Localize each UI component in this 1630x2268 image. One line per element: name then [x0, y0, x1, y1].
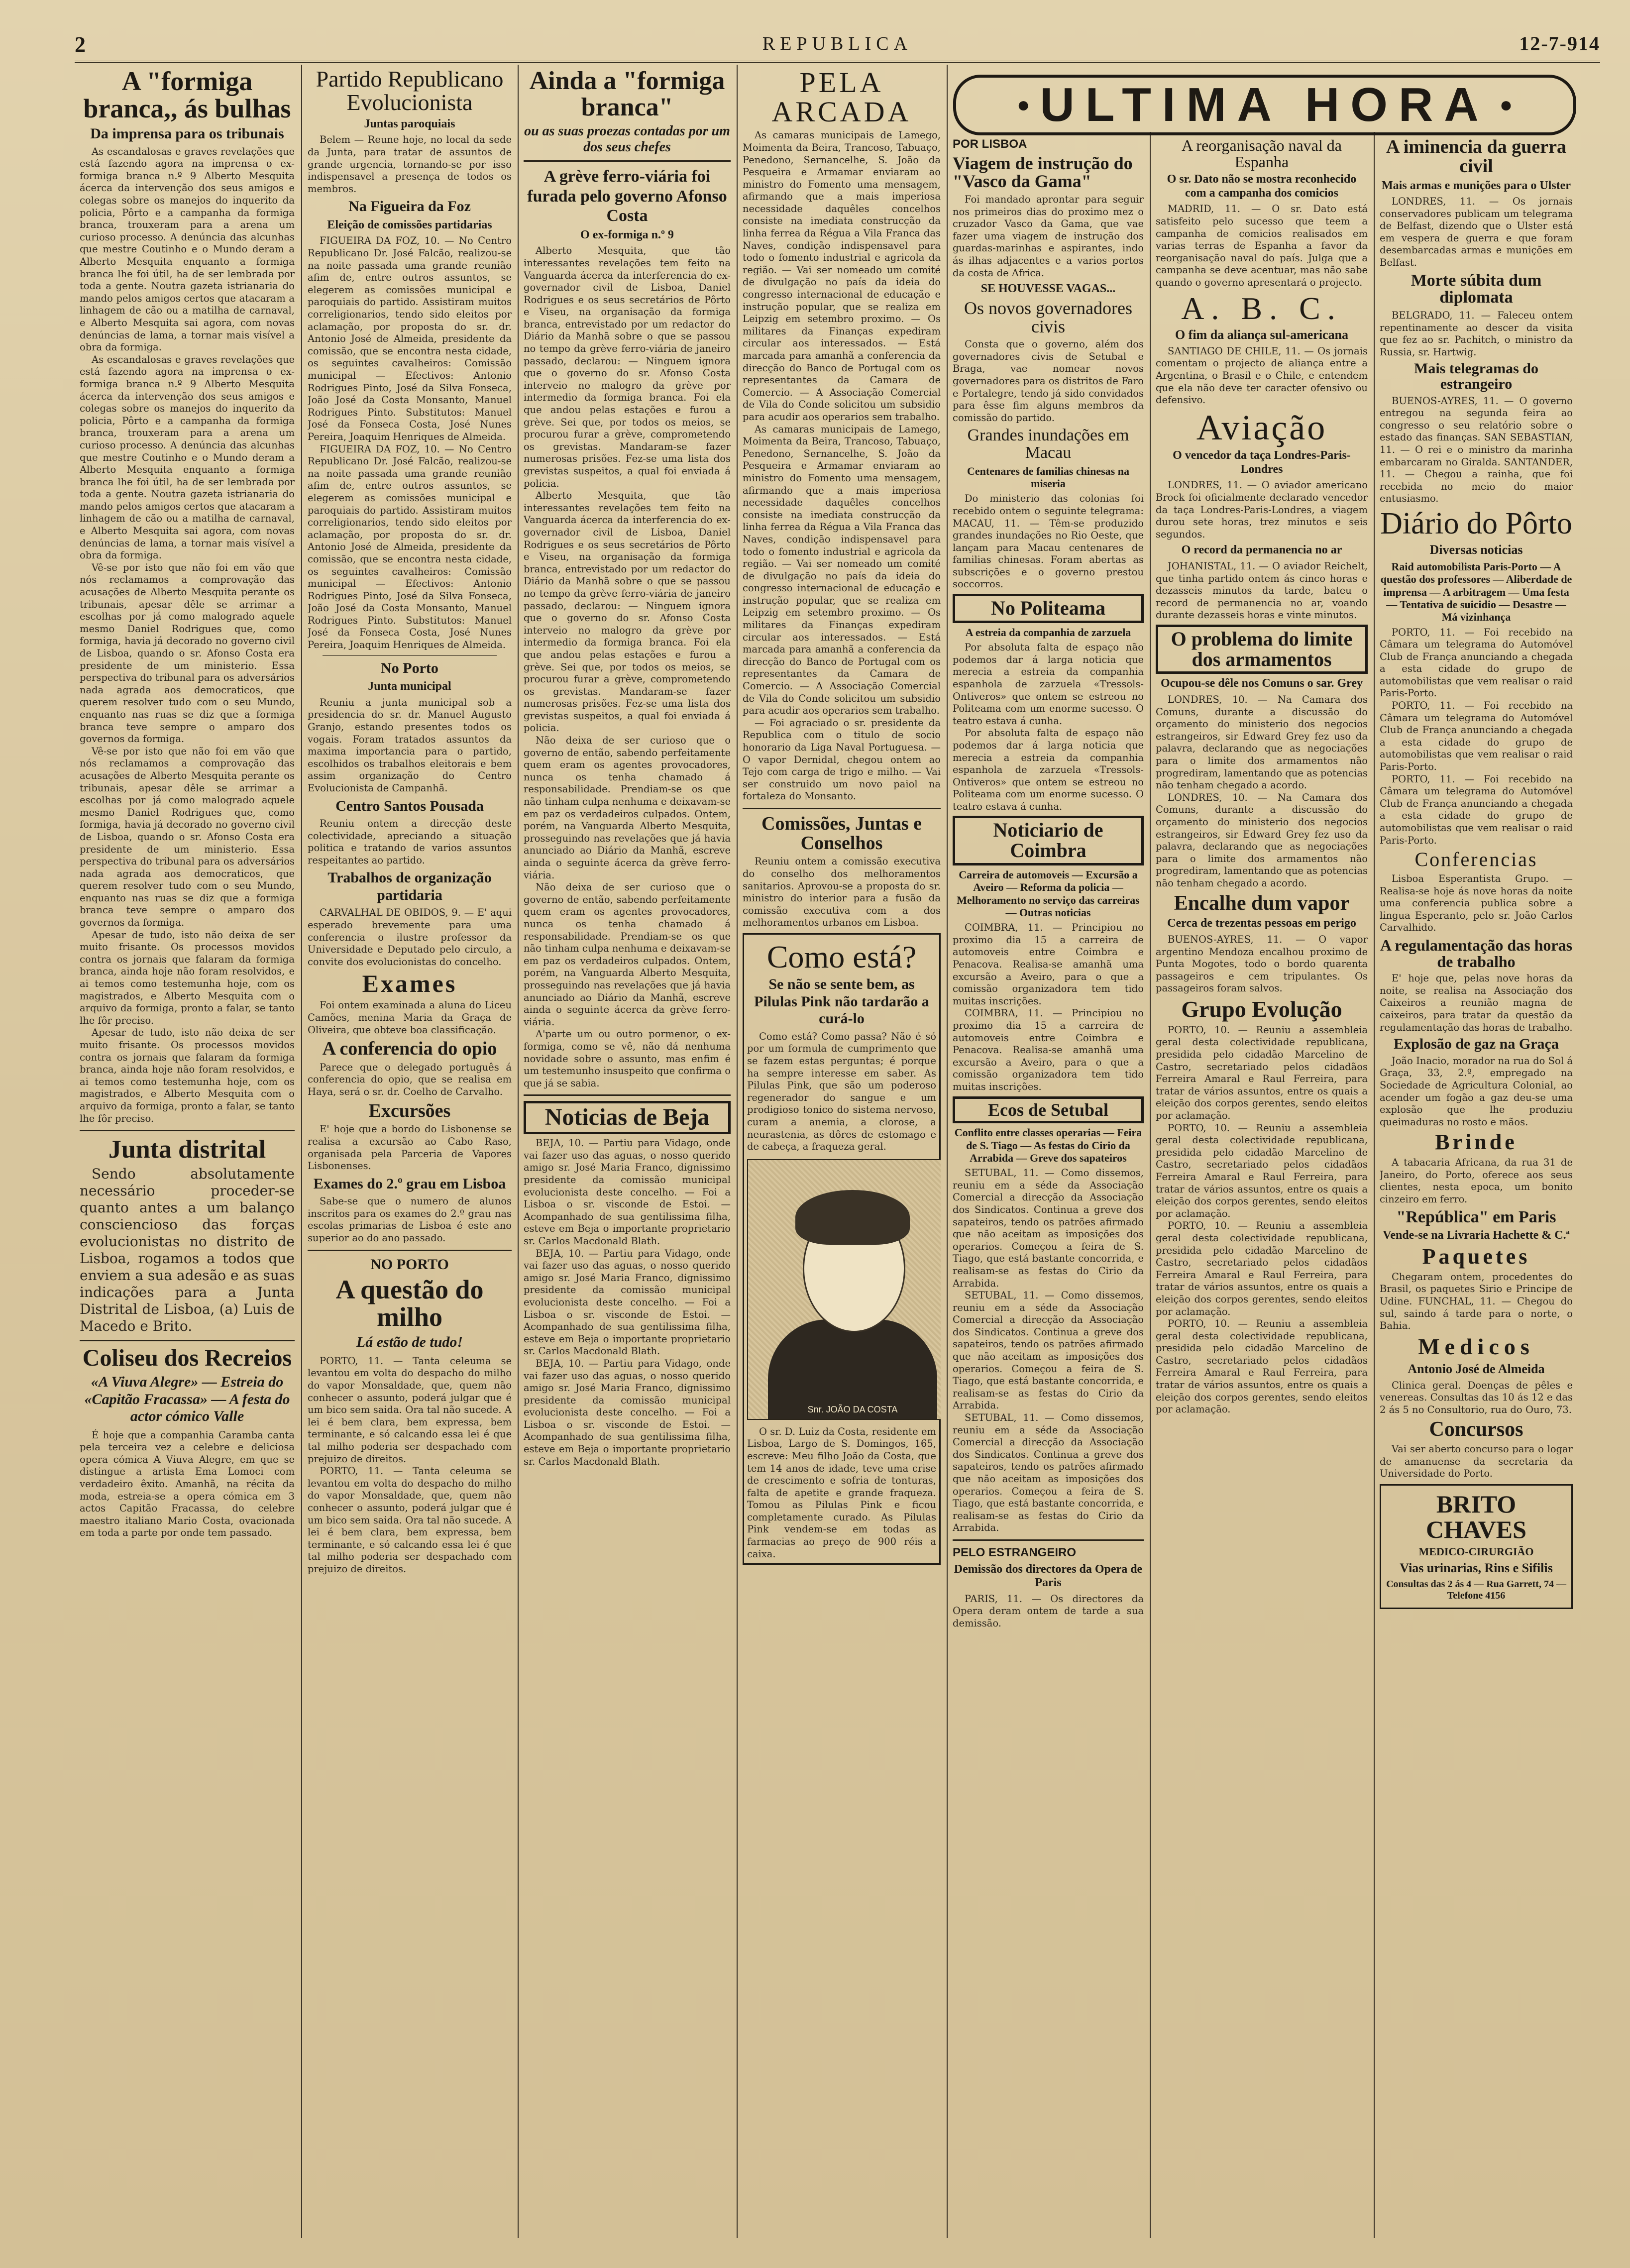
paragraph: BEJA, 10. — Partiu para Vidago, onde vai fazer uso das aguas, o nosso querido amigo sr. José Maria Franco, dignissimo presidente da comissão municipal evolucionista deste concelho. — Foi a Lisboa o sr. visconde de Estoi. — Acompanhado de sua gentilissima filha, esteve em Beja o importante proprietario sr. Carlos Macdonald Blath. — [524, 1247, 731, 1357]
paragraph: Vê-se por isto que não foi em vão que nós reclamamos a comprovação das acusações de Alberto Mesquita perante os tribunais, apesar dêle se arrimar a escolhas por já como malogrado aquele mesmo Daniel Rodrigues que, como formiga, havia já decorado no governo civil de Lisboa, quando o sr. Afonso Costa era presidente de um ministerio. Essa perspectiva do tribunal para os adversários nada agrada aos democraticos, que querem resolver tudo com o seu Mundo, enquanto nas ruas se diz que a formiga branca teve sempre o amparo dos governos da formiga. — [80, 745, 295, 929]
column-6 — [1156, 134, 1368, 2240]
headline-governadores: Os novos governadores civis — [964, 298, 1132, 336]
dek-guerra: Mais armas e munições para o Ulster — [1382, 179, 1571, 192]
article-body — [1156, 345, 1368, 407]
paragraph: Alberto Mesquita, que tão interessantes revelações tem feito na Vanguarda ácerca da interferencia do ex-governador civil de Lisboa, Daniel Rodrigues e os seus secretários de Pôrto e Viseu, na organisação da formiga branca, entrevistado por um redactor do Diário da Manhã sobre o que se passou no tempo da grève ferro-viária de janeiro passado, declarou: — Ninguem ignora que o governo do sr. Afonso Costa interveio no malogro da grève por intermedio da formiga branca. Foi ela que andou pelas estações e furou a grève. Sei que, por todos os meios, se procurou furar a grève, comprometendo os grevistas. Mandaram-se fazer numerosas prisões. Fez-se uma lista dos grevistas suspeitos, a qual foi enviada á policia. — [524, 490, 731, 734]
headline-vapor: Encalhe dum vapor — [1174, 891, 1350, 915]
paragraph: LONDRES, 10. — Na Camara dos Comuns, durante a discussão do orçamento do ministerio dos negocios estrangeiros, sir Edward Grey fez uso da palavra, declarando que as negociações para o limite dos armamentos não progrediram, lamentando que as potencias não tenham chegado a acordo. — [1156, 694, 1368, 791]
dek-diario-porto: Diversas noticias — [1429, 542, 1523, 557]
paragraph: A'parte um ou outro pormenor, o ex-formiga, como se vê, não dá nenhuma novidade sobre o assunto, mas enfim é um testemunho insuspeito que confirma o que já se sabia. — [524, 1028, 731, 1089]
article-body — [1380, 972, 1573, 1034]
subhead-greve: A grève ferro-viária foi furada pelo governo Afonso Costa — [527, 167, 727, 225]
subhead-pousada: Centro Santos Pousada — [335, 797, 484, 814]
dek-milho: Lá estão de tudo! — [356, 1334, 463, 1351]
banner-dot: ● — [1016, 93, 1030, 117]
article-body — [80, 1429, 295, 1539]
paragraph: PORTO, 11. — Foi recebido na Câmara um telegrama do Automóvel Club de França anunciando a chegada a esta cidade do grupo de automobilistas que vem realisar o raid Paris-Porto. — [1380, 700, 1573, 773]
paragraph: Por absoluta falta de espaço não podemos dar á larga noticia que merecia a estreia da companhia espanhola de zarzuela «Tressols-Ontiveros» que ontem se estreou no Politeama com um enorme sucesso. O teatro estava á cunha. — [953, 727, 1144, 812]
article-body — [953, 194, 1144, 279]
divider — [323, 655, 497, 656]
paragraph: Sabe-se que o numero de alunos inscritos para os exames do 2.º grau nas escolas primarias de Lisboa é este ano superior ao do ano passado. — [308, 1195, 512, 1244]
headline-opio: A conferencia do opio — [322, 1038, 497, 1060]
running-head — [75, 30, 1600, 63]
headline-macau: Grandes inundações em Macau — [967, 426, 1129, 462]
paragraph: Reuniu ontem a direcção deste colectividade, apreciando a situação politica e tratando de varios assuntos respeitantes ao partido. — [308, 818, 512, 866]
headline-junta-distrital: Junta distrital — [108, 1135, 266, 1164]
paragraph: Apesar de tudo, isto não deixa de ser muito frisante. Os processos movidos contra os jornais que falaram da formiga branca, ainda hoje não foram resolvidos, e ai temos como testemunha hoje, com os magistrados, e Alberto Mesquita com o arquivo da formiga, pronto a falar, se tanto lhe fôr preciso. — [80, 929, 295, 1026]
pilulas-pink-ad — [743, 933, 941, 1565]
article-body — [1380, 873, 1573, 934]
column-5 — [953, 134, 1144, 2240]
headline-coliseu: Coliseu dos Recreios — [82, 1345, 292, 1372]
subhead-exames2: Exames do 2.º grau em Lisboa — [313, 1175, 506, 1192]
article-body — [80, 1166, 295, 1335]
paragraph: E' hoje que a bordo do Lisbonense se realisa a excursão ao Cabo Raso, organisada pela Parceria de Vapores Lisbonenses. — [308, 1123, 512, 1172]
ad-address: Consultas das 2 ás 4 — Rua Garrett, 74 — Telefone 4156 — [1386, 1579, 1566, 1602]
headline-beja: Noticias de Beja — [524, 1101, 731, 1134]
article-body — [1156, 934, 1368, 995]
dek-vapor: Cerca de trezentas pessoas em perigo — [1167, 917, 1356, 930]
headline-telegramas: Mais telegramas do estrangeiro — [1414, 360, 1538, 392]
article-body — [953, 338, 1144, 424]
column-rule — [737, 65, 738, 2238]
paragraph: LONDRES, 11. — O aviador americano Brock foi oficialmente declarado vencedor da taça Londres-Paris-Londres, a viagem durou sete horas, trez minutos e seis segundos. — [1156, 479, 1368, 540]
article-body — [1156, 203, 1368, 289]
headline-partido: Partido Republicano Evolucionista — [316, 66, 504, 115]
paragraph: LONDRES, 10. — Na Camara dos Comuns, durante a discussão do orçamento do ministerio dos negocios estrangeiros, sir Edward Grey fez uso da palavra, declarando que as negociações para o limite dos armamentos não progrediram, lamentando que as potencias não tenham chegado a acordo. — [1156, 791, 1368, 889]
article-body — [953, 642, 1144, 813]
paragraph: Não deixa de ser curioso que o governo de então, sabendo perfeitamente quem eram os agentes provocadores, nunca os tenha chamado á responsabilidade. Prendiam-se os que não tinham culpa nenhuma e deixavam-se em paz os verdadeiros culpados. Ontem, porém, na Vanguarda Alberto Mesquita, prosseguindo nas revelações que já havia anunciado ao Diário da Manhã, escreve ainda o seguinte ácerca da grève ferro-viária. — [524, 881, 731, 1028]
headline-guerra-civil: A iminencia da guerra civil — [1386, 136, 1567, 177]
headline-diario-porto: Diário do Pôrto — [1380, 506, 1572, 540]
paragraph: Como está? Como passa? Não é só por um formula de cumprimento que se fazem estas perguntas; é porque ha sempre interesse em saber. As Pilulas Pink, que são um poderoso regenerador do sangue e um prodigioso tonico do sistema nervoso, curam a anemia, a clorose, a neurastenia, as dôres de estomago e de cabeça, a fraqueza geral. — [747, 1030, 936, 1153]
paragraph: PORTO, 10. — Reuniu a assembleia geral desta colectividade republicana, presidida pelo cidadão Marcelino de Castro, secretariado pelos cidadãos Ferreira Amaral e Raul Ferreira, para tratar de vários assuntos, entre os quais a eleição dos corpos gerentes, sendo eleitos por aclamação. — [1156, 1220, 1368, 1317]
divider — [743, 808, 941, 809]
subhead-tribunais: Da imprensa para os tribunais — [90, 125, 284, 142]
paragraph: As escandalosas e graves revelações que está fazendo agora na imprensa o ex-formiga branca n.º 9 Alberto Mesquita ácerca da intervenção dos seus amigos e colegas sobre os manejos do inquerito da policia, Pôrto e a campanha da formiga branca, trouxeram para a arena um curioso processo. A denúncia das alcunhas que mestre Coutinho e o Mundo deram a Alberto Mesquita enquanto a formiga branca lhe foi útil, ha de ser lembrada por toda a gente. Noutra gazeta istrianaria do mando pelos amigos certos que atacaram a linhagem de cão ou a matilha de carnaval, e Alberto Mesquita sai agora, com novas denúncias de lama, a tornar mais visível a obra da formiga. — [80, 353, 295, 561]
divider — [524, 160, 731, 162]
paragraph: Consta que o governo, além dos governadores civis de Setubal e Braga, vae nomear novos governadores para os distritos de Faro e Portalegre, tendo já sido convidados para êsse fim alguns membros da comissão do partido. — [953, 338, 1144, 424]
paragraph: BUENOS-AYRES, 11. — O vapor argentino Mendoza encalhou proximo de Punta Mogotes, todo o bordo quarenta passageiros e cem tripulantes. Os passageiros foram salvos. — [1156, 933, 1368, 994]
paragraph: Foi mandado aprontar para seguir nos primeiros dias do proximo mez o cruzador Vasco da Gama, que vae fazer uma viagem de instrução dos guardas-marinhas e aspirantes, indo ás ilhas adjacentes e a varios portos da costa de Africa. — [953, 194, 1144, 279]
column-rule — [947, 65, 948, 2238]
paragraph: PORTO, 10. — Reuniu a assembleia geral desta colectividade republicana, presidida pelo cidadão Marcelino de Castro, secretariado pelos cidadãos Ferreira Amaral e Raul Ferreira, para tratar de vários assuntos, entre os quais a eleição dos corpos gerentes, sendo eleitos por aclamação. — [1156, 1024, 1368, 1122]
paragraph: Alberto Mesquita, que tão interessantes revelações tem feito na Vanguarda ácerca da interferencia do ex-governador civil de Lisboa, Daniel Rodrigues e os seus secretários de Pôrto e Viseu, na organisação da formiga branca, entrevistado por um redactor do Diário da Manhã sobre o que se passou no tempo da grève ferro-viária de janeiro passado, declarou: — Ninguem ignora que o governo do sr. Afonso Costa interveio no malogro da grève por intermedio da formiga branca. Foi ela que andou pelas estações e furou a grève. Sei que, por todos os meios, se procurou furar a grève, comprometendo os grevistas. Mandaram-se fazer numerosas prisões. Fez-se uma lista dos grevistas suspeitos, a qual foi enviada á policia. — [524, 245, 731, 489]
column-1 — [80, 65, 295, 2240]
headline-milho: A questão do milho — [335, 1275, 484, 1332]
ad-body — [747, 1031, 936, 1153]
paragraph: PORTO, 11. — Tanta celeuma se levantou em volta do despacho do milho do vapor Monsaldade, que, quem não conhecer o assunto, poderá julgar que é um bico sem saida. Ora tal não sucede. A lei é bem clara, bem expressa, bem terminante, e só calcando essa lei é que tal milho poderia ser despachado com prejuizo de direitos. — [308, 1465, 512, 1575]
paragraph: PORTO, 11. — Tanta celeuma se levantou em volta do despacho do milho do vapor Monsaldade, que, quem não conhecer o assunto, poderá julgar que é um bico sem saida. Ora tal não sucede. A lei é bem clara, bem expressa, bem terminante, e só calcando essa lei é que tal milho poderia ser despachado com prejuizo de direitos. — [308, 1355, 512, 1465]
paragraph: É hoje que a companhia Caramba canta pela terceira vez a celebre e deliciosa opera cómica A Viuva Alegre, em que se distingue a artista Ema Lomoci com verdadeiro êxito. Amanhã, na récita da moda, estreia-se a opera cómica em 3 actos Capitão Fracassa, do celebre maestro italiano Mario Costa, ovacionada em toda a parte por onde tem passado. — [80, 1429, 295, 1539]
column-rule — [301, 65, 302, 2238]
paragraph: FIGUEIRA DA FOZ, 10. — No Centro Republicano Dr. José Falcão, realizou-se na noite passada uma grande reunião afim de, entre outros assuntos, se elegerem as comissões municipal e paroquiais do partido. Assistiram muitos correligionarios, tendo sido eleitos por aclamação, por proposta do sr. dr. Antonio José de Almeida, presidente da comissão, que se encontra nesta cidade, os seguintes cavalheiros: Comissão municipal — Efectivos: Antonio Rodrigues Pinto, José da Silva Fonseca, João José da Costa Monsanto, Manuel Rodrigues Pinto. Substitutos: Manuel José da Fonseca Costa, José Nunes Pereira, Joaquim Henriques de Almeida. — [308, 235, 512, 442]
article-body — [1380, 395, 1573, 505]
article-body — [953, 922, 1144, 1093]
article-body — [308, 818, 512, 866]
headline-comissoes: Comissões, Juntas e Conselhos — [761, 813, 922, 854]
paragraph: As camaras municipais de Lamego, Moimenta da Beira, Trancoso, Tabuaço, Penedono, Sernancelhe, S. João da Pesqueira e Armamar enviaram ao ministro do Fomento uma mensagem, afirmando que a mais imperiosa necessidade daquêles concelhos consiste na imediata construcção da linha ferrea da Régua a Vila Franca das Naves, condição indispensavel para todo o fomento industrial e agricola da região. — Vai ser nomeado um comité de divulgação no país da ideia do congresso internacional de educação e instrução popular, que se realiza em Leipzig em setembro proximo. — Os militares da Finanças expediram circular aos interessados. — Está marcada para amanhã a conferencia da direcção do Banco de Portugal com os representantes da Camara de Comercio. — A Associação Comercial de Vila do Conde solicitou um subsidio para acudir aos operarios sem trabalho. — [743, 423, 941, 717]
article-body — [1380, 1380, 1573, 1416]
paragraph: PORTO, 10. — Reuniu a assembleia geral desta colectividade republicana, presidida pelo cidadão Marcelino de Castro, secretariado pelos cidadãos Ferreira Amaral e Raul Ferreira, para tratar de vários assuntos, entre os quais a eleição dos corpos gerentes, sendo eleitos por aclamação. — [1156, 1318, 1368, 1415]
column-3 — [524, 65, 731, 2240]
article-body — [308, 1062, 512, 1098]
article-body — [1380, 310, 1573, 358]
paragraph: BUENOS-AYRES, 11. — O governo entregou na segunda feira ao congresso o seu relatório sobre o estado das finanças. SAN SEBASTIAN, 11. — O rei e o ministro da marinha embarcaram no Giralda. SANTANDER, 11. — Chegou a rainha, que foi recebida no meio do maior entusiasmo. — [1380, 395, 1573, 505]
column-7 — [1380, 134, 1573, 2240]
banner-title: ULTIMA HORA — [1040, 78, 1490, 131]
dek-republica-paris: Vende-se na Livraria Hachette & C.ª — [1383, 1229, 1570, 1242]
article-body — [1156, 560, 1368, 622]
banner-dot: ● — [1499, 93, 1513, 117]
paragraph: Chegaram ontem, procedentes do Brasil, os paquetes Sirio e Principe de Udine. FUNCHAL, 11. — Chegou do sul, saindo á tarde para o norte, o Bahia. — [1380, 1271, 1573, 1332]
headline-politeama: No Politeama — [953, 594, 1144, 623]
paragraph: As escandalosas e graves revelações que está fazendo agora na imprensa o ex-formiga branca n.º 9 Alberto Mesquita ácerca da intervenção dos seus amigos e colegas sobre os manejos do inquerito da policia, Pôrto e a campanha da formiga branca, trouxeram para a arena um curioso processo. A denúncia das alcunhas que mestre Coutinho e o Mundo deram a Alberto Mesquita enquanto a formiga branca lhe foi útil, ha de ser lembrada por toda a gente. Noutra gazeta istrianaria do mando pelos amigos certos que atacaram a linhagem de cão ou a matilha de carnaval, e Alberto Mesquita sai agora, com novas denúncias de lama, a tornar mais visível a obra da formiga. — [80, 145, 295, 353]
column-4 — [743, 65, 941, 2240]
headline-formiga: A "formiga branca,, ás bulhas — [83, 66, 291, 124]
paragraph: LONDRES, 11. — Os jornais conservadores publicam um telegrama de Belfast, dizendo que o Ulster está em vespera de guerra e que foram desembarcadas armas e munições em Belfast. — [1380, 196, 1573, 269]
paragraph: O sr. D. Luiz da Costa, residente em Lisboa, Largo de S. Domingos, 165, escreve: Meu filho João da Costa, que tem 14 anos de idade, teve uma crise de crescimento e sofria de tonturas, falta de apetite e grande fraqueza. Tomou as Pilulas Pink e ficou completamente curado. As Pilulas Pink vendem-se em todas as farmacias ao preço de 900 réis a caixa. — [747, 1425, 936, 1560]
article-body — [1380, 1443, 1573, 1480]
paragraph: SETUBAL, 11. — Como dissemos, reuniu em a séde da Associação Comercial a direcção da Associação dos Sindicatos. Continua a greve dos sapateiros, tendo os patrões afirmado que não aceitam as imposições dos operarios. Começou a feira de S. Tiago, que está bastante concorrida, e realisam-se as festas do Cirio da Arrabida. — [953, 1290, 1144, 1411]
article-body — [308, 134, 512, 195]
portrait-engraving — [747, 1159, 941, 1420]
headline-brinde: Brinde — [1435, 1130, 1518, 1155]
ad-specialty: Vias urinarias, Rins e Sifilis — [1400, 1561, 1553, 1576]
paragraph: Clinica geral. Doenças de pêles e venereas. Consultas das 10 ás 12 e das 2 ás 5 no Consultorio, rua do Ouro, 73. — [1380, 1379, 1573, 1415]
subhead-record: O record da permanencia no ar — [1181, 543, 1342, 557]
paragraph: Reuniu ontem a comissão executiva do conselho dos melhoramentos sanitarios. Aprovou-se a proposta do sr. ministro do interior para a fusão da comissão executiva com a dos melhoramentos urbanos em Lisboa. — [743, 856, 941, 929]
subhead-diario-porto: Raid automobilista Paris-Porto — A questão dos professores — Aliberdade de imprensa — A arbitragem — Uma festa — Tentativa de suicidio — Desastre — Má vizinhança — [1380, 560, 1572, 624]
column-rule — [518, 65, 519, 2238]
paragraph: Apesar de tudo, isto não deixa de ser muito frisante. Os processos movidos contra os jornais que falaram da formiga branca, ainda hoje não foram resolvidos, e ai temos como testemunha hoje, com os magistrados, e Alberto Mesquita com o arquivo da formiga, pronto a falar, se tanto lhe fôr preciso. — [80, 1027, 295, 1124]
article-body — [1380, 627, 1573, 847]
paragraph: Por absoluta falta de espaço não podemos dar á larga noticia que merecia a estreia da companhia espanhola de zarzuela «Tressols-Ontiveros» que ontem se estreou no Politeama com um enorme sucesso. O teatro estava á cunha. — [953, 642, 1144, 727]
ad-headline: Como está? — [766, 939, 917, 975]
paragraph: Lisboa Esperantista Grupo. — Realisa-se hoje ás nove horas da noite uma conferencia publica sobre a lingua Esperanto, pelo sr. João Carlos Carvalhido. — [1380, 873, 1573, 934]
paragraph: As camaras municipais de Lamego, Moimenta da Beira, Trancoso, Tabuaço, Penedono, Sernancelhe, S. João da Pesqueira e Armamar enviaram ao ministro do Fomento uma mensagem, afirmando que a mais imperiosa necessidade daquêles concelhos consiste na imediata construcção da linha ferrea da Régua a Vila Franca das Naves, condição indispensavel para todo o fomento industrial e agricola da região. — Vai ser nomeado um comité de divulgação no país da ideia do congresso internacional de educação e instrução popular, que se realiza em Leipzig em setembro proximo. — Os militares da Finanças expediram circular aos interessados. — Está marcada para amanhã a conferencia da direcção do Banco de Portugal com os representantes da Camara de Comercio. — A Associação Comercial de Vila do Conde solicitou um subsidio para acudir aos operarios sem trabalho. — [743, 129, 941, 423]
article-body — [308, 235, 512, 651]
subhead-abc: O fim da aliança sul-americana — [1175, 327, 1349, 342]
divider — [80, 1340, 295, 1341]
column-rule — [1374, 132, 1375, 2238]
paragraph: BEJA, 10. — Partiu para Vidago, onde vai fazer uso das aguas, o nosso querido amigo sr. José Maria Franco, dignissimo presidente da comissão municipal evolucionista deste concelho. — Foi a Lisboa o sr. visconde de Estoi. — Acompanhado de sua gentilissima filha, esteve em Beja o importante proprietario sr. Carlos Macdonald Blath. — [524, 1357, 731, 1467]
ad-name: BRITO CHAVES — [1426, 1490, 1526, 1543]
headline-grupo-evolucao: Grupo Evolução — [1181, 996, 1342, 1022]
headline-armamentos: O problema do limite dos armamentos — [1156, 625, 1368, 674]
column-2 — [308, 65, 512, 2240]
paragraph: BELGRADO, 11. — Faleceu ontem repentinamente ao descer da visita que fez ao sr. Pachitch, o ministro da Russia, sr. Hartwig. — [1380, 310, 1573, 358]
article-body — [1380, 1271, 1573, 1332]
headline-horas-trabalho: A regulamentação das horas de trabalho — [1380, 936, 1573, 971]
article-body — [1156, 1024, 1368, 1416]
article-body — [524, 245, 731, 1089]
ad-body — [747, 1426, 936, 1561]
paragraph: João Inacio, morador na rua do Sol á Graça, 33, 2.º, empregado na Sociedade de Agricultura Colonial, ao acender um fogão a gaz deu-se uma explosão que lhe produziu queimaduras no rosto e mãos. — [1380, 1055, 1573, 1128]
headline-ainda-formiga: Ainda a "formiga branca" — [529, 67, 725, 122]
divider — [80, 1130, 295, 1131]
headline-vasco-gama: Viagem de instrução do "Vasco da Gama" — [953, 153, 1133, 192]
headline-exames: Exames — [362, 970, 457, 998]
paper-name: REPUBLICA — [762, 33, 913, 54]
paragraph: SETUBAL, 11. — Como dissemos, reuniu em a séde da Associação Comercial a direcção da Associação dos Sindicatos. Continua a greve dos sapateiros, tendo os patrões afirmado que não aceitam as imposições dos operarios. Começou a feira de S. Tiago, que está bastante concorrida, e realisam-se as festas do Cirio da Arrabida. — [953, 1167, 1144, 1289]
paragraph: Do ministerio das colonias foi recebido ontem o seguinte telegrama: MACAU, 11. — Têm-se produzido grandes inundações no Rio Oeste, que lançam para Macau centenares de familias chinesas. Foram abertas as subscrições e o governo prestou soccorros. — [953, 493, 1144, 590]
paragraph: CARVALHAL DE OBIDOS, 9. — E' aqui esperado brevemente para uma conferencia o ilustre professor da Universidade e Deputado pelo circulo, a convite dos evolucionistas do concelho. — [308, 907, 512, 968]
subhead-obidos: Trabalhos de organização partidaria — [327, 869, 492, 903]
divider — [524, 1094, 731, 1096]
divider — [308, 1250, 512, 1251]
paragraph: BEJA, 10. — Partiu para Vidago, onde vai fazer uso das aguas, o nosso querido amigo sr. José Maria Franco, dignissimo presidente da comissão municipal evolucionista deste concelho. — Foi a Lisboa o sr. visconde de Estoi. — Acompanhado de sua gentilissima filha, esteve em Beja o importante proprietario sr. Carlos Macdonald Blath. — [524, 1137, 731, 1247]
headline-setubal: Ecos de Setubal — [953, 1096, 1144, 1124]
paragraph: Não deixa de ser curioso que o governo de então, sabendo perfeitamente quem eram os agentes provocadores, nunca os tenha chamado á responsabilidade. Prendiam-se os que não tinham culpa nenhuma e deixavam-se em paz os verdadeiros culpados. Ontem, porém, na Vanguarda Alberto Mesquita, prosseguindo nas revelações que já havia anunciado ao Diário da Manhã, escreve ainda o seguinte ácerca da grève ferro-viária. — [524, 735, 731, 881]
headline-paquetes: Paquetes — [1422, 1244, 1530, 1269]
article-body — [1380, 1055, 1573, 1129]
article-body — [953, 1593, 1144, 1630]
paragraph: — Foi agraciado o sr. presidente da Republica com o titulo de socio honorario da Liga Naval Portuguesa. — O vapor Dernidal, chegou ontem ao Tejo com carga de trigo e milho. — Vai ser construido um novo paiol na fortaleza do Monsanto. — [743, 717, 941, 802]
section-lisboa: POR LISBOA — [953, 137, 1027, 151]
paragraph: A tabacaria Africana, da rua 31 de Janeiro, do Porto, oferece aos seus clientes, nesta epoca, um bonito cinzeiro em ferro. — [1380, 1157, 1573, 1205]
byline: O ex-formiga n.º 9 — [580, 228, 674, 241]
paragraph: E' hoje que, pelas nove horas da noite, se realisa na Associação dos Caixeiros a reunião magna de caixeiros, para tratar da questão da regulamentação das horas de trabalho. — [1380, 972, 1573, 1033]
paragraph: MADRID, 11. — O sr. Dato está satisfeito pelo sucesso que teem a campanha de comicios realisados em varias terras de Espanha a favor da reorganisação naval do país. Julga que a campanha se deve acentuar, mas não sabe quando o governo apresentará o projecto. — [1156, 203, 1368, 288]
paragraph: Vê-se por isto que não foi em vão que nós reclamamos a comprovação das acusações de Alberto Mesquita perante os tribunais, apesar dêle se arrimar a escolhas por já como malogrado aquele mesmo Daniel Rodrigues que, como formiga, havia já decorado no governo civil de Lisboa, quando o sr. Afonso Costa era presidente de um ministerio. Essa perspectiva do tribunal para os adversários nada agrada aos democraticos, que querem resolver tudo com o seu Mundo, enquanto nas ruas se diz que a formiga branca teve sempre o amparo dos governos da formiga. — [80, 561, 295, 745]
dek-armamentos: Ocupou-se dêle nos Comuns o sar. Grey — [1160, 677, 1363, 690]
column-rule — [1150, 132, 1151, 2238]
article-body — [308, 1355, 512, 1576]
paragraph: Parece que o delegado português á conferencia do opio, que se realisa em Haya, será o sr. dr. Coelho de Carvalho. — [308, 1061, 512, 1098]
paragraph: COIMBRA, 11. — Principiou no proximo dia 15 a carreira de automoveis entre Coimbra e Penacova. Realisa-se amanhã uma excursão a Aveiro, para o que a comissão organizadora tem tido muitas inscrições. — [953, 922, 1144, 1007]
subhead-vagas: SE HOUVESSE VAGAS... — [980, 282, 1116, 296]
subhead-aviacao: O vencedor da taça Londres-Paris-Londres — [1173, 449, 1351, 476]
section-estrangeiro: PELO ESTRANGEIRO — [953, 1545, 1077, 1559]
paragraph: COIMBRA, 11. — Principiou no proximo dia 15 a carreira de automoveis entre Coimbra e Penacova. Realisa-se amanhã uma excursão a Aveiro, para o que a comissão organizadora tem tido muitas inscrições. — [953, 1007, 1144, 1092]
paragraph: SETUBAL, 11. — Como dissemos, reuniu em a séde da Associação Comercial a direcção da Associação dos Sindicatos. Continua a greve dos sapateiros, tendo os patrões afirmado que não aceitam as imposições dos operarios. Começou a feira de S. Tiago, que está bastante concorrida, e realisam-se as festas do Cirio da Arrabida. — [953, 1412, 1144, 1534]
dek-macau: Centenares de familias chinesas na miseria — [967, 464, 1129, 490]
article-body — [80, 146, 295, 1125]
article-body — [308, 907, 512, 968]
portrait-caption: Snr. JOÃO DA COSTA — [807, 1404, 898, 1414]
paragraph: PARIS, 11. — Os directores da Opera deram ontem de tarde a sua demissão. — [953, 1593, 1144, 1629]
portrait-hair — [795, 1190, 910, 1245]
ad-title: MEDICO-CIRURGIÃO — [1418, 1545, 1534, 1558]
headline-excursoes: Excursões — [368, 1100, 451, 1121]
dek-porto: Junta municipal — [368, 680, 451, 693]
subhead-juntas: Juntas paroquiais — [364, 117, 455, 130]
dek-proezas: ou as suas proezas contadas por um dos seus chefes — [524, 123, 730, 155]
article-body — [743, 129, 941, 803]
dek-setubal: Conflito entre classes operarias — Feira de S. Tiago — As festas do Cirio da Arrabida — Greve dos sapateiros — [954, 1126, 1142, 1164]
headline-morte: Morte súbita dum diplomata — [1411, 271, 1542, 307]
paragraph: Belem — Reune hoje, no local da sede da Junta, para tratar de assuntos de grande urgencia, tornando-se por isso indispensavel a presença de todos os membros. — [308, 134, 512, 195]
issue-date: 12-7-914 — [1519, 32, 1600, 55]
article-body — [308, 1123, 512, 1172]
article-body — [308, 999, 512, 1036]
headline-conferencias: Conferencias — [1414, 848, 1538, 871]
headline-abc: A. B. C. — [1181, 290, 1342, 326]
paragraph: PORTO, 11. — Foi recebido na Câmara um telegrama do Automóvel Club de França anunciando a chegada a esta cidade do grupo de automobilistas que vem realisar o raid Paris-Porto. — [1380, 773, 1573, 846]
headline-medicos: Medicos — [1418, 1333, 1534, 1359]
headline-republica-paris: "República" em Paris — [1396, 1207, 1556, 1226]
article-body — [524, 1137, 731, 1468]
headline-coimbra: Noticiario de Coimbra — [953, 816, 1144, 865]
subhead-porto: No Porto — [381, 659, 438, 676]
article-body — [1156, 694, 1368, 890]
article-body — [308, 1195, 512, 1244]
article-body — [308, 697, 512, 795]
dek-coimbra: Carreira de automoveis — Excursão a Aveiro — Reforma da policia — Melhoramento no serviço das carreiras — Outras noticias — [957, 868, 1140, 919]
headline-pela-arcada: PELA ARCADA — [771, 66, 912, 128]
subhead-no-porto: NO PORTO — [370, 1256, 449, 1273]
dek-armada: O sr. Dato não se mostra reconhecido com a campanha dos comicios — [1167, 173, 1357, 200]
page-number: 2 — [75, 32, 86, 57]
article-body — [1380, 1157, 1573, 1205]
headline-concursos: Concursos — [1429, 1418, 1523, 1441]
medico-name: Antonio José de Almeida — [1408, 1361, 1545, 1376]
paragraph: JOHANISTAL, 11. — O aviador Reichelt, que tinha partido ontem ás cinco horas e dezasseis minutos da tarde, bateu o record de permanencia no ar, voando durante dezasseis horas e vinte minutos. — [1156, 560, 1368, 621]
brito-chaves-ad — [1380, 1484, 1573, 1609]
ad-dek: Se não se sente bem, as Pilulas Pink não tardarão a curá-lo — [754, 976, 929, 1027]
dek-politeama: A estreia da companhia de zarzuela — [965, 626, 1131, 639]
paragraph: FIGUEIRA DA FOZ, 10. — No Centro Republicano Dr. José Falcão, realizou-se na noite passada uma grande reunião afim de, entre outros assuntos, se elegerem as comissões municipal e paroquiais do partido. Assistiram muitos correligionarios, tendo sido eleitos por aclamação, por proposta do sr. dr. Antonio José de Almeida, presidente da comissão, que se encontra nesta cidade, os seguintes cavalheiros: Comissão municipal — Efectivos: Antonio Rodrigues Pinto, José da Silva Fonseca, João José da Costa Monsanto, Manuel Rodrigues Pinto. Substitutos: Manuel José da Fonseca Costa, José Nunes Pereira, Joaquim Henriques de Almeida. — [308, 443, 512, 651]
article-body — [953, 493, 1144, 591]
paragraph: Foi ontem examinada a aluna do Liceu Camões, menina Maria da Graça de Oliveira, que obteve boa classificação. — [308, 999, 512, 1036]
article-body — [953, 1167, 1144, 1534]
divider — [953, 1539, 1144, 1541]
article-body — [1380, 196, 1573, 269]
paragraph: Reuniu a junta municipal sob a presidencia do sr. dr. Manuel Augusto Granjo, estando presentes todos os vogais. Foram tratados assuntos da maxima importancia para o partido, escolhidos os trabalhos eleitorais e bem assim organização do Centro Evolucionista de Campanhã. — [308, 696, 512, 794]
dek-coliseu: «A Viuva Alegre» — Estreia do «Capitão Fracassa» — A festa do actor cómico Valle — [84, 1374, 290, 1425]
subhead-foz: Na Figueira da Foz — [348, 198, 471, 215]
article-body — [1156, 479, 1368, 540]
paragraph: PORTO, 11. — Foi recebido na Câmara um telegrama do Automóvel Club de França anunciando a chegada a esta cidade do grupo de automobilistas que vem realisar o raid Paris-Porto. — [1380, 626, 1573, 699]
paragraph: PORTO, 10. — Reuniu a assembleia geral desta colectividade republicana, presidida pelo cidadão Marcelino de Castro, secretariado pelos cidadãos Ferreira Amaral e Raul Ferreira, para tratar de vários assuntos, entre os quais a eleição dos corpos gerentes, sendo eleitos por aclamação. — [1156, 1122, 1368, 1219]
dek-foz: Eleição de comissões partidarias — [327, 218, 492, 231]
subhead-opera: Demissão dos directores da Opera de Paris — [954, 1562, 1143, 1590]
paragraph: Sendo absolutamente necessário proceder-se quanto antes a um balanço consciencioso das forças evolucionistas no distrito de Lisboa, rogamos a todos que enviem a sua adesão e as suas indicações para a Junta Distrital de Lisboa, (a) Luis de Macedo e Brito. — [80, 1166, 295, 1335]
paragraph: SANTIAGO DE CHILE, 11. — Os jornais comentam o projecto de aliança entre a Argentina, o Brasil e o Chile, e entendem que ela não deve ter caracter ofensivo ou defensivo. — [1156, 345, 1368, 406]
headline-aviacao: Aviação — [1196, 407, 1327, 447]
portrait-coat — [768, 1319, 937, 1419]
article-body — [743, 856, 941, 929]
headline-armada: A reorganisação naval da Espanha — [1182, 136, 1342, 171]
paragraph: Vai ser aberto concurso para o logar de amanuense da secretaria da Universidade do Porto. — [1380, 1443, 1573, 1480]
headline-gaz: Explosão de gaz na Graça — [1394, 1036, 1559, 1053]
ultima-hora-banner — [953, 75, 1576, 135]
